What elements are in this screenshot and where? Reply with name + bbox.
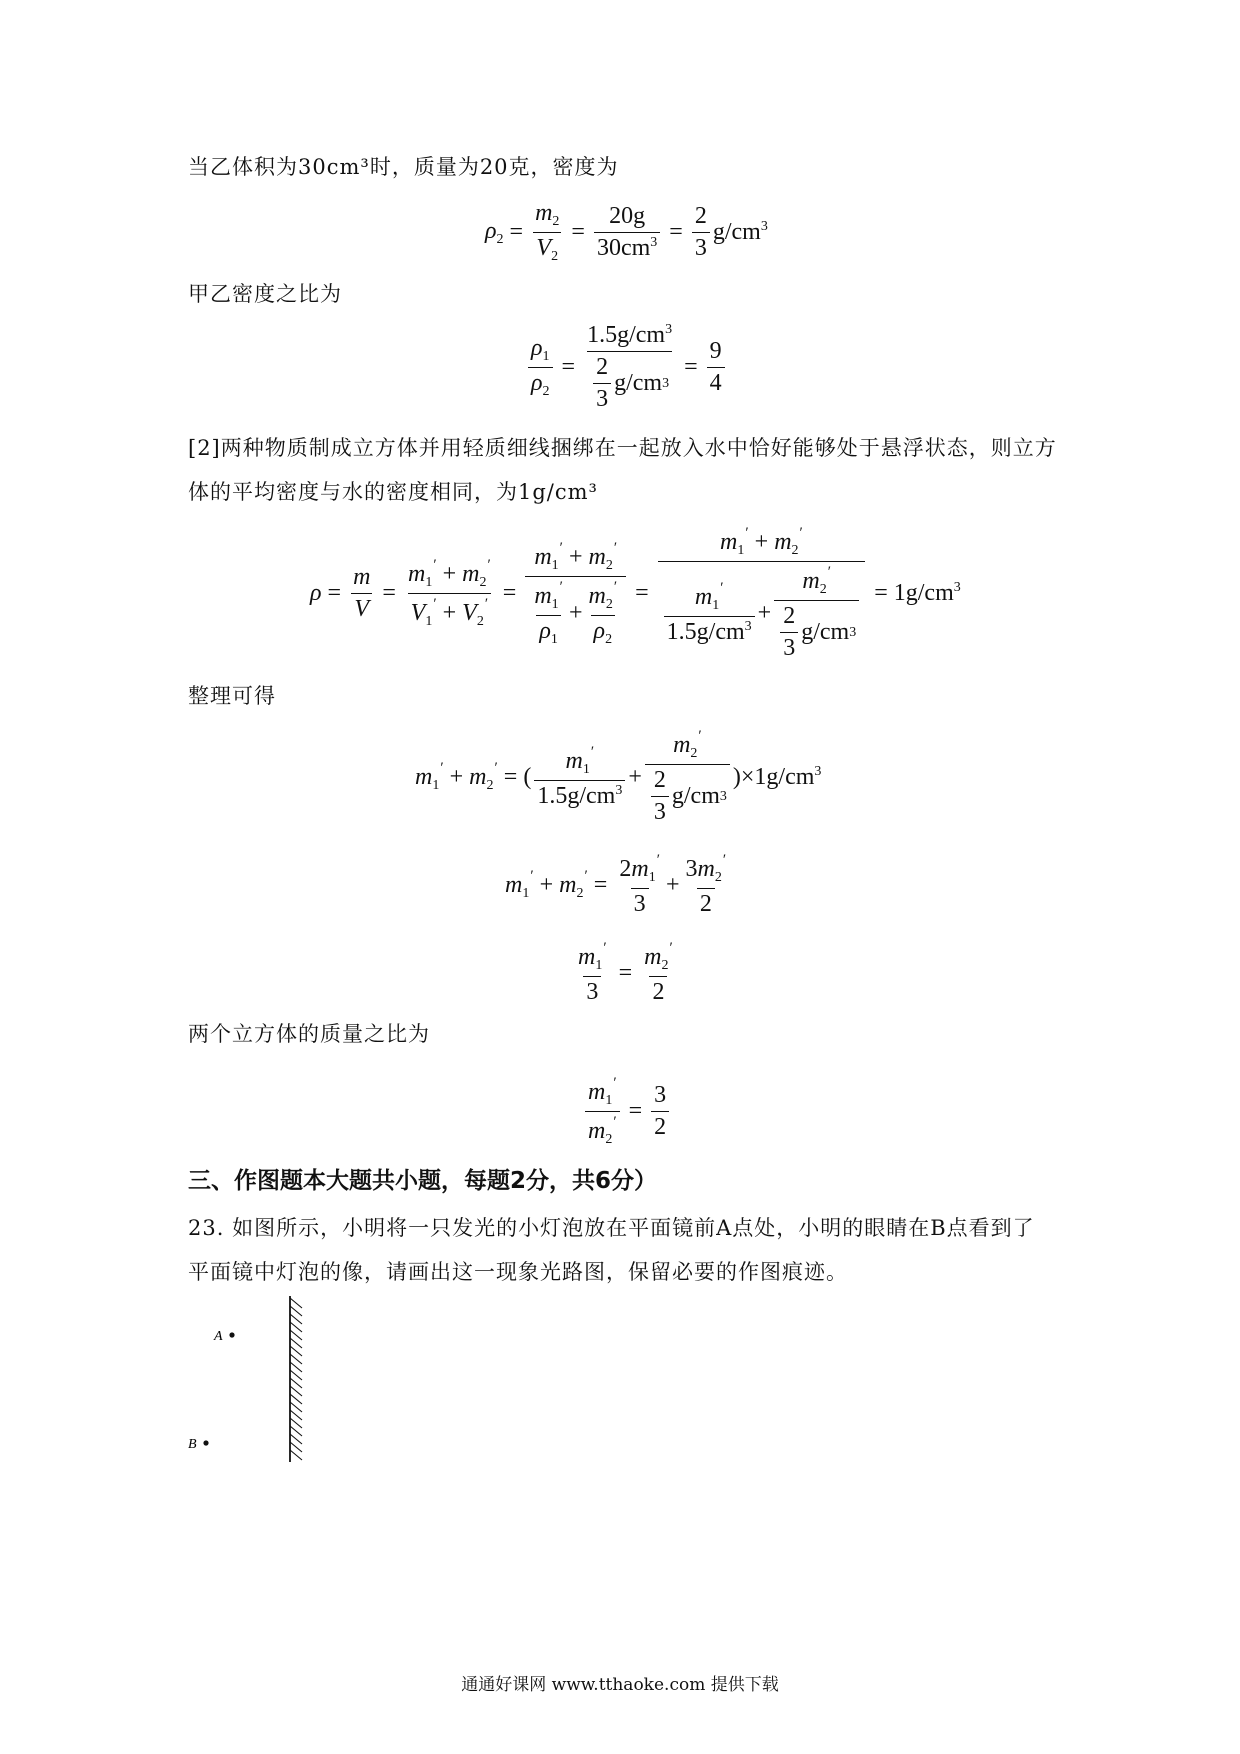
mirror-figure	[180, 1290, 320, 1475]
text-volume-mass: 当乙体积为30cm³时，质量为20克，密度为	[188, 155, 619, 179]
text-density-ratio: 甲乙密度之比为	[188, 282, 342, 306]
point-a-label: A	[214, 1329, 223, 1344]
text-suspension-line2: 体的平均密度与水的密度相同，为1g/cm³	[188, 480, 598, 504]
equation-average-density: ρ = $\frac{m}{V}$ = $\frac{m_1' + m_2'}{V_1' + V_2'}$ = $m_1' + m_2'$ $\frac{m_1'}{\rho_1}$ + $\frac{m_2'}{\rho_2}$ = $m_1' + m_2'$ $\frac{m_1'}{1.5g/cm^3}$ + $m_2'$ $\frac{2}{3}$ g/cm 3 = $1g/cm^3$	[310, 525, 961, 661]
mirror-hatching	[290, 1298, 302, 1460]
question-line1: 23. 如图所示，小明将一只发光的小灯泡放在平面镜前A点处，小明的眼睛在B点看到了	[188, 1216, 1035, 1240]
point-a-dot	[229, 1332, 234, 1337]
equation-relation: $\frac{m_1'}{3}$ = $\frac{m_2'}{2}$	[578, 940, 673, 1005]
text-suspension-line1: [2]两种物质制成立方体并用轻质细线捆绑在一起放入水中恰好能够处于悬浮状态，则立方	[188, 436, 1057, 460]
equation-rho2: $\rho_2$ = $\frac{m_2}{V_2}$ = $\frac{20g}{30cm^3}$ = $\frac{2}{3}$ $g/cm^3$	[485, 200, 768, 264]
section-heading: 三、作图题本大题共小题，每题2分，共6分）	[188, 1168, 658, 1194]
text-rearrange: 整理可得	[188, 684, 276, 708]
footer-text: 通通好课网 www.tthaoke.com 提供下载	[461, 1675, 779, 1695]
equation-mass-ratio: $\frac{m_1'}{m_2'}$ = $\frac{3}{2}$	[582, 1075, 672, 1148]
point-b-dot	[203, 1440, 208, 1445]
equation-rearranged: $m_1' + m_2'$ = ( $\frac{m_1'}{1.5g/cm^3}$ + $m_2'$ $\frac{2}{3}$ g/cm 3 )$\times 1g/cm^3$	[415, 728, 822, 825]
equation-density-ratio: $\frac{\rho_1}{\rho_2}$ = $1.5g/cm^3$ $\frac{2}{3}$ g/cm 3 = $\frac{9}{4}$	[525, 322, 728, 413]
point-b-label: B	[188, 1437, 197, 1452]
equation-simplified: $m_1' + m_2'$ = $\frac{2m_1'}{3}$ + $\frac{3m_2'}{2}$	[505, 852, 727, 917]
question-line2: 平面镜中灯泡的像，请画出这一现象光路图，保留必要的作图痕迹。	[188, 1260, 848, 1284]
text-mass-ratio: 两个立方体的质量之比为	[188, 1022, 430, 1046]
